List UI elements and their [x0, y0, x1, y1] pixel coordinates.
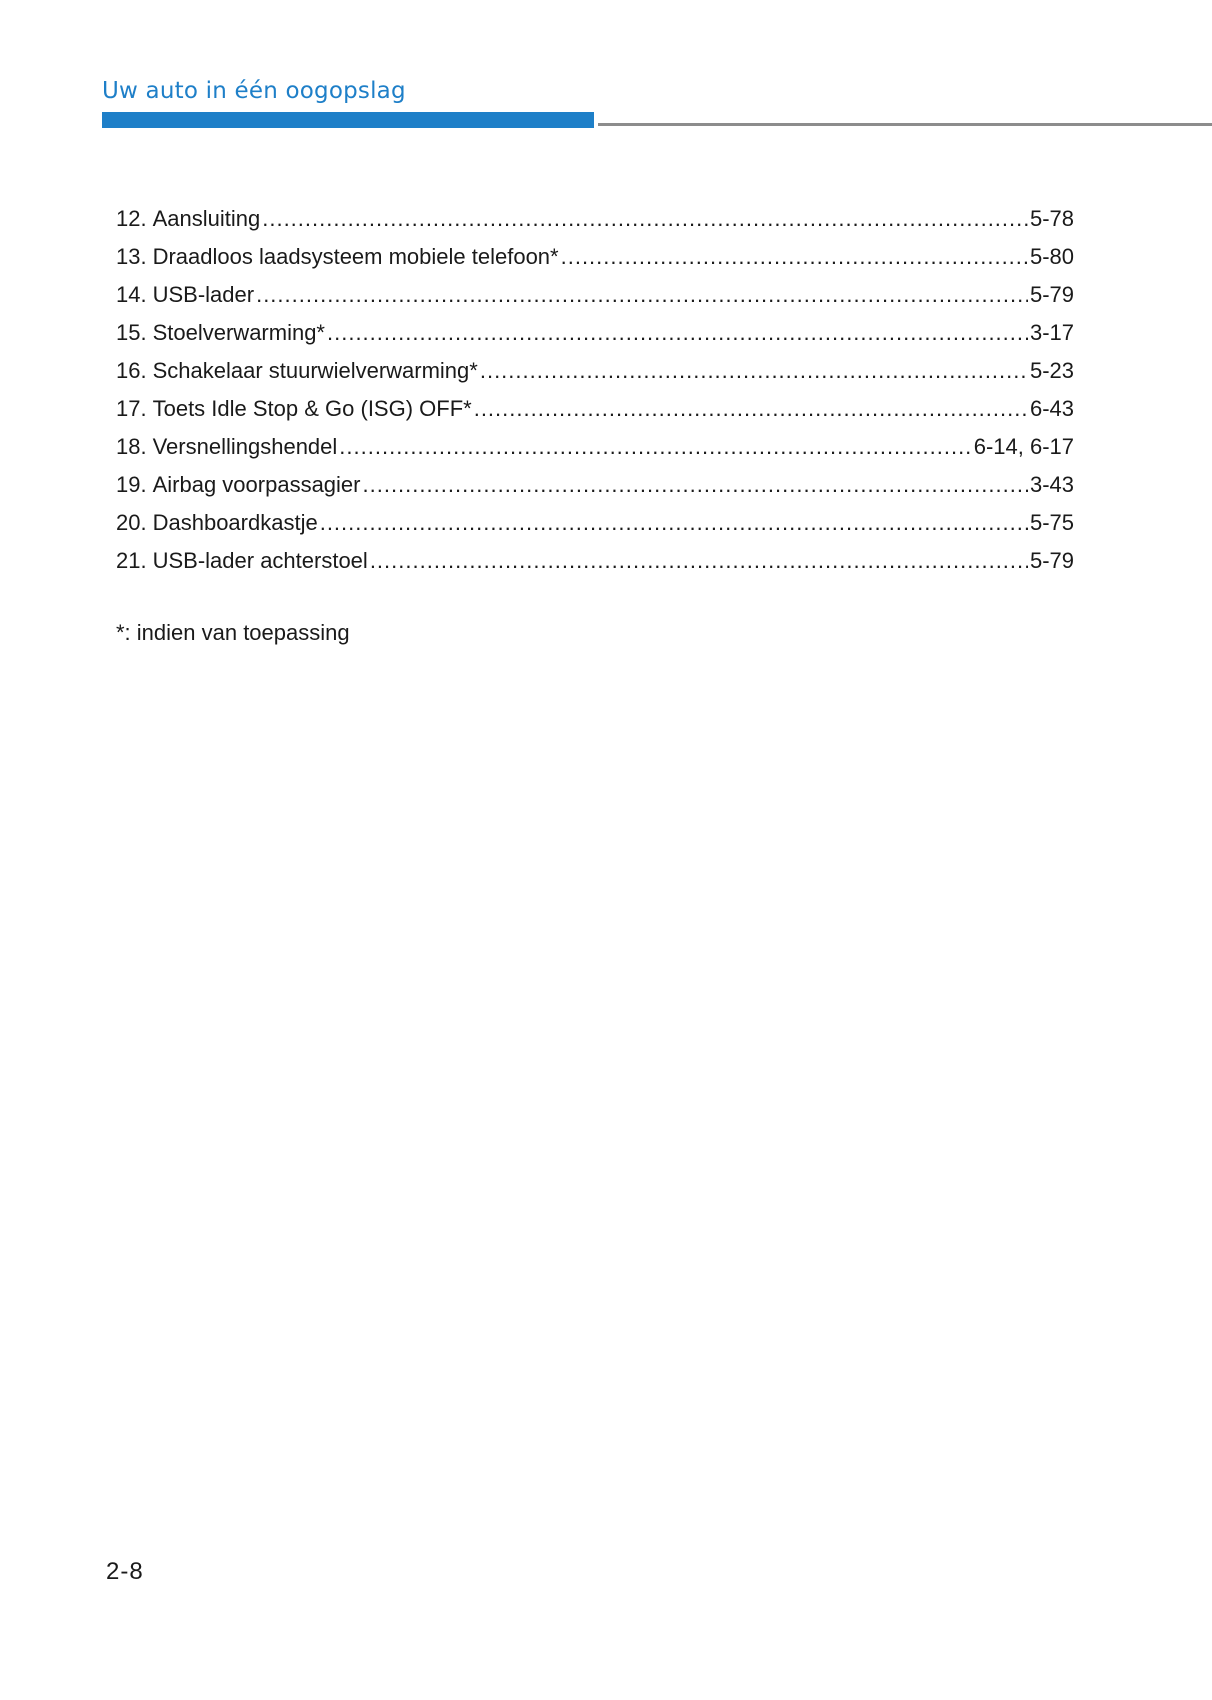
toc-item-number: 17. — [116, 396, 147, 421]
toc-item-20 — [116, 504, 1074, 542]
section-header-rule — [598, 123, 1212, 126]
toc-item-label: Airbag voorpassagier — [152, 472, 361, 497]
toc-item-label: Versnellingshendel — [152, 434, 338, 459]
toc-item-number: 19. — [116, 472, 147, 497]
toc-item-12 — [116, 200, 1074, 238]
table-of-contents — [116, 200, 1074, 580]
toc-item-number: 15. — [116, 320, 147, 345]
page-number: 2-8 — [106, 1558, 144, 1585]
toc-item-number: 12. — [116, 206, 147, 231]
toc-dot-leader — [480, 352, 1028, 390]
toc-item-label: Toets Idle Stop & Go (ISG) OFF* — [152, 396, 472, 421]
toc-dot-leader — [561, 238, 1028, 276]
toc-dot-leader — [474, 390, 1028, 428]
toc-item-page: 5-78 — [1029, 206, 1074, 231]
toc-item-number: 18. — [116, 434, 147, 459]
toc-item-label: Aansluiting — [152, 206, 261, 231]
toc-item-page: 5-75 — [1029, 510, 1074, 535]
toc-item-number: 16. — [116, 358, 147, 383]
toc-dot-leader — [370, 542, 1028, 580]
toc-dot-leader — [262, 200, 1028, 238]
toc-item-14 — [116, 276, 1074, 314]
toc-item-13 — [116, 238, 1074, 276]
toc-dot-leader — [363, 466, 1028, 504]
toc-item-label: Schakelaar stuurwielverwarming* — [152, 358, 478, 383]
toc-dot-leader — [320, 504, 1028, 542]
toc-item-number: 14. — [116, 282, 147, 307]
toc-item-page: 5-79 — [1029, 548, 1074, 573]
toc-item-16 — [116, 352, 1074, 390]
toc-item-page: 5-79 — [1029, 282, 1074, 307]
toc-item-label: Stoelverwarming* — [152, 320, 325, 345]
toc-item-17 — [116, 390, 1074, 428]
toc-item-page: 5-23 — [1029, 358, 1074, 383]
toc-item-label: Draadloos laadsysteem mobiele telefoon* — [152, 244, 559, 269]
toc-item-page: 3-43 — [1029, 472, 1074, 497]
toc-item-page: 5-80 — [1029, 244, 1074, 269]
toc-item-number: 13. — [116, 244, 147, 269]
toc-item-18 — [116, 428, 1074, 466]
toc-item-15 — [116, 314, 1074, 352]
toc-item-label: USB-lader achterstoel — [152, 548, 368, 573]
footnote: *: indien van toepassing — [116, 620, 350, 645]
toc-item-number: 20. — [116, 510, 147, 535]
section-header-bar — [102, 112, 594, 128]
toc-item-page: 6-14, 6-17 — [973, 434, 1074, 459]
toc-item-page: 6-43 — [1029, 396, 1074, 421]
toc-item-19 — [116, 466, 1074, 504]
toc-item-page: 3-17 — [1029, 320, 1074, 345]
toc-item-label: Dashboardkastje — [152, 510, 318, 535]
toc-dot-leader — [256, 276, 1028, 314]
toc-item-number: 21. — [116, 548, 147, 573]
toc-dot-leader — [327, 314, 1028, 352]
toc-item-21 — [116, 542, 1074, 580]
section-title: Uw auto in één oogopslag — [102, 78, 406, 104]
toc-dot-leader — [339, 428, 971, 466]
toc-item-label: USB-lader — [152, 282, 255, 307]
